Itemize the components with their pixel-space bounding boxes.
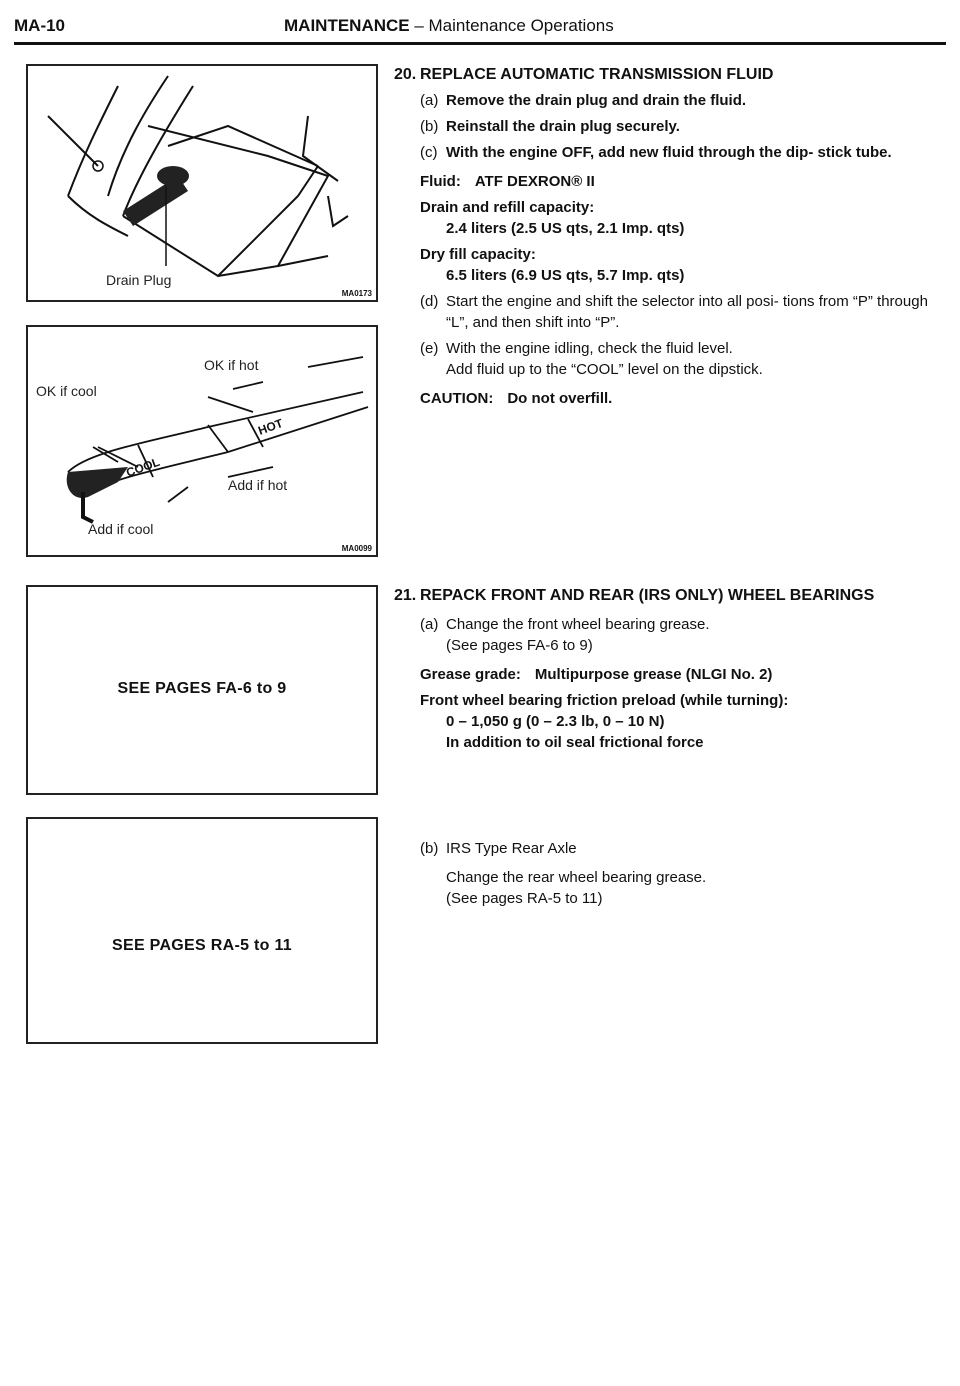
- drain-plug-label: Drain Plug: [106, 272, 172, 288]
- page-number: MA-10: [14, 16, 66, 35]
- figure-code: MA0099: [341, 544, 372, 553]
- dry-capacity-value: 6.5 liters (6.9 US qts, 5.7 Imp. qts): [446, 267, 685, 284]
- ok-if-hot-label: OK if hot: [204, 357, 259, 373]
- page-title-rest: – Maintenance Operations: [409, 16, 614, 35]
- step-21b-text: Change the rear wheel bearing grease. (See pages RA-5 to 11): [446, 869, 707, 907]
- add-if-cool-label: Add if cool: [88, 521, 154, 537]
- step-c: (c) With the engine OFF, add new fluid through the dip- stick tube.: [420, 144, 892, 161]
- step-a: (a) Remove the drain plug and drain the fluid.: [420, 92, 747, 109]
- caution: CAUTION: Do not overfill.: [420, 390, 613, 407]
- section-20: [394, 64, 944, 409]
- preload-value: 0 – 1,050 g (0 – 2.3 lb, 0 – 10 N): [446, 713, 665, 730]
- drain-capacity-key: Drain and refill capacity:: [420, 199, 595, 216]
- grease-grade: Grease grade: Multipurpose grease (NLGI No. 2): [420, 666, 773, 683]
- ok-if-cool-label: OK if cool: [36, 383, 97, 399]
- page-title: [284, 16, 614, 36]
- header-rule: [14, 42, 946, 45]
- reference-text-fa: SEE PAGES FA-6 to 9: [117, 680, 287, 697]
- dipstick-illustration: [28, 327, 376, 555]
- reference-box-fa: [26, 585, 378, 795]
- section-21b: [394, 838, 944, 909]
- section-21-title: 21. REPACK FRONT AND REAR (IRS ONLY) WHEEL BEARINGS: [394, 587, 875, 604]
- drain-plug-figure: [26, 64, 378, 302]
- dry-capacity-key: Dry fill capacity:: [420, 246, 536, 263]
- drain-plug-illustration: [28, 66, 376, 300]
- reference-box-ra: [26, 817, 378, 1044]
- stick-hot-text: HOT: [256, 415, 285, 438]
- stick-cool-text: COOL: [124, 454, 162, 480]
- step-d: (d) Start the engine and shift the selector into all posi- tions from “P” through “L”, and then shift into “P”.: [420, 293, 928, 331]
- add-if-hot-label: Add if hot: [228, 477, 288, 493]
- dipstick-figure: [26, 325, 378, 557]
- preload-note: In addition to oil seal frictional force: [446, 734, 704, 751]
- reference-text-ra: SEE PAGES RA-5 to 11: [112, 937, 292, 954]
- preload-key: Front wheel bearing friction preload (while turning):: [420, 692, 789, 709]
- page-title-bold: MAINTENANCE: [284, 16, 410, 35]
- section-21: [394, 585, 944, 753]
- section-20-title: 20. REPLACE AUTOMATIC TRANSMISSION FLUID: [394, 66, 774, 83]
- step-21b: (b) IRS Type Rear Axle: [420, 840, 577, 857]
- page-header: [14, 16, 946, 42]
- step-b: (b) Reinstall the drain plug securely.: [420, 118, 680, 135]
- drain-capacity-value: 2.4 liters (2.5 US qts, 2.1 Imp. qts): [446, 220, 685, 237]
- figure-code: MA0173: [341, 289, 372, 298]
- step-21a: (a) Change the front wheel bearing grease. (See pages FA-6 to 9): [420, 616, 710, 654]
- step-e: (e) With the engine idling, check the fluid level. Add fluid up to the “COOL” level on the dipstick.: [420, 340, 763, 378]
- fluid-spec: Fluid: ATF DEXRON® II: [420, 173, 595, 190]
